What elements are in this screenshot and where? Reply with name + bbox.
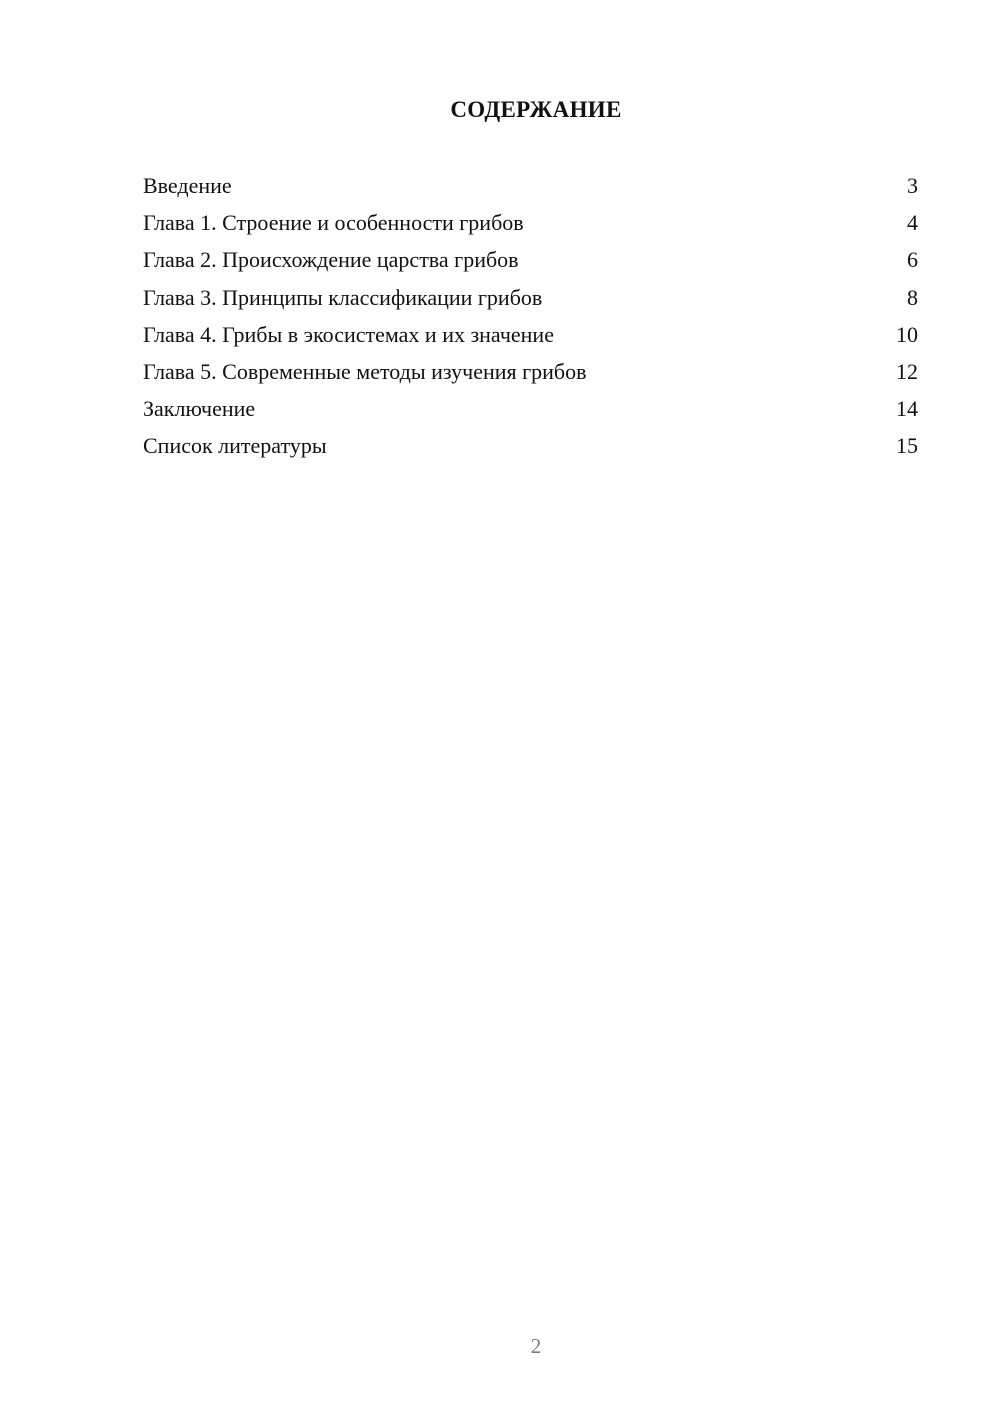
toc-entry <box>143 241 918 278</box>
table-of-contents <box>143 167 918 465</box>
toc-entry-page: 4 <box>907 210 918 236</box>
toc-entry-title: Глава 1. Строение и особенности грибов <box>143 210 524 236</box>
toc-entry <box>143 204 918 241</box>
toc-entry <box>143 427 918 464</box>
toc-entry-page: 14 <box>896 396 918 422</box>
toc-entry <box>143 353 918 390</box>
toc-entry-title: Глава 4. Грибы в экосистемах и их значение <box>143 321 554 347</box>
toc-entry-page: 6 <box>907 247 918 273</box>
page-title: СОДЕРЖАНИЕ <box>450 97 622 122</box>
toc-entry-page: 8 <box>907 284 918 310</box>
toc-entry-title: Список литературы <box>143 433 327 459</box>
toc-entry-title: Глава 5. Современные методы изучения грибов <box>143 358 587 384</box>
toc-entry <box>143 279 918 316</box>
toc-entry-page: 12 <box>896 358 918 384</box>
toc-entry-title: Глава 3. Принципы классификации грибов <box>143 284 543 310</box>
toc-entry <box>143 316 918 353</box>
toc-entry-title: Глава 2. Происхождение царства грибов <box>143 247 519 273</box>
toc-entry <box>143 167 918 204</box>
toc-entry-page: 3 <box>907 173 918 198</box>
toc-entry <box>143 390 918 427</box>
toc-entry-page: 10 <box>896 321 918 347</box>
toc-entry-title: Заключение <box>143 396 256 422</box>
toc-entry-title: Введение <box>143 173 232 198</box>
toc-entry-page: 15 <box>896 433 918 459</box>
page-number: 2 <box>530 1334 542 1358</box>
